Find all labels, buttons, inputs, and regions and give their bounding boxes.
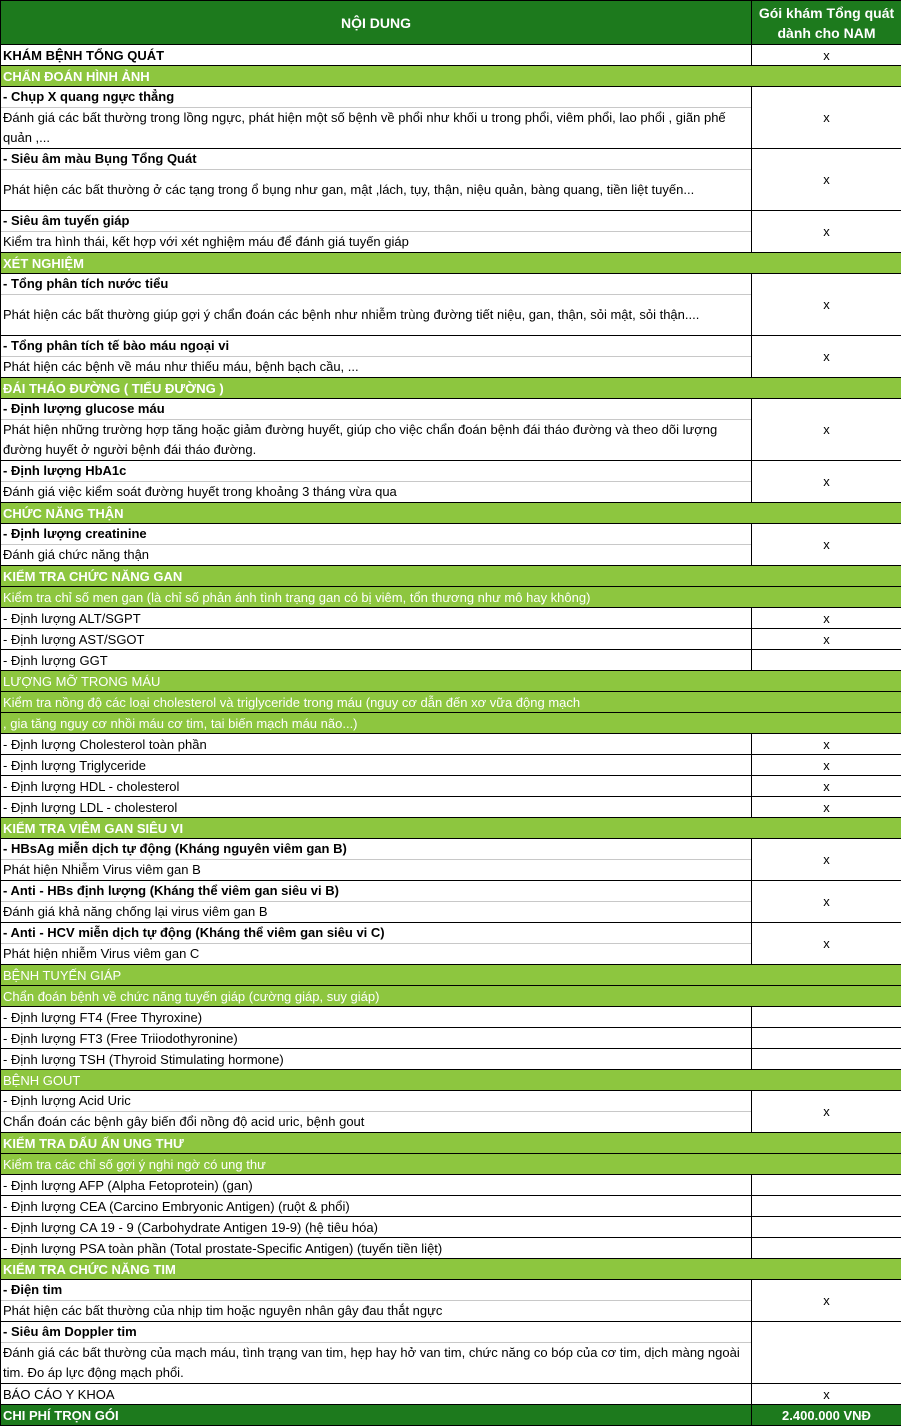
item-desc: Kiểm tra hình thái, kết hợp với xét nghiệm máu để đánh giá tuyến giáp: [1, 231, 751, 252]
item-title: - Siêu âm Doppler tim: [1, 1322, 751, 1342]
item-title: - Định lượng HbA1c: [1, 461, 751, 481]
check-mark: x: [752, 274, 901, 336]
section-header: [1, 253, 901, 274]
table-row: [1, 734, 901, 755]
section-title: CHỨC NĂNG THẬN: [1, 503, 901, 524]
item-cell: [1, 1280, 752, 1322]
item-cell: [1, 1322, 752, 1384]
table-row: [1, 881, 901, 923]
table-row: [1, 1007, 901, 1028]
check-mark: x: [752, 839, 901, 881]
item-cell: [1, 149, 752, 211]
check-mark: x: [752, 87, 901, 149]
table-row: [1, 1280, 901, 1322]
item-desc: Phát hiện các bất thường ở các tạng trong ổ bụng như gan, mật ,lách, tụy, thận, niệu quản, bàng quang, tiền liệt tuyến...: [1, 169, 751, 210]
check-mark: [752, 1175, 901, 1196]
table-row: [1, 1091, 901, 1133]
table-row: [1, 608, 901, 629]
check-mark: [752, 1049, 901, 1070]
item-title: - Định lượng glucose máu: [1, 399, 751, 419]
check-mark: x: [752, 629, 901, 650]
table-row: [1, 524, 901, 566]
item-desc: Đánh giá chức năng thận: [1, 544, 751, 565]
item-cell: [1, 839, 752, 881]
section-desc-row: [1, 587, 901, 608]
header-package-line1: Gói khám Tổng quát: [759, 5, 894, 21]
check-mark: x: [752, 524, 901, 566]
item-title: - Anti - HBs định lượng (Kháng thể viêm gan siêu vi B): [1, 881, 751, 901]
row-label: - Định lượng AFP (Alpha Fetoprotein) (gan): [1, 1175, 752, 1196]
item-desc: Phát hiện các bất thường giúp gợi ý chẩn đoán các bệnh như nhiễm trùng đường tiết niệu, gan, thận, sỏi mật, sỏi thận....: [1, 294, 751, 335]
section-title: CHẨN ĐOÁN HÌNH ẢNH: [1, 66, 901, 87]
section-title: LƯỢNG MỠ TRONG MÁU: [1, 671, 901, 692]
row-label: - Định lượng Triglyceride: [1, 755, 752, 776]
section-header: [1, 378, 901, 399]
table-row: [1, 797, 901, 818]
row-label: - Định lượng GGT: [1, 650, 752, 671]
row-label: - Định lượng Cholesterol toàn phần: [1, 734, 752, 755]
item-cell: [1, 881, 752, 923]
table-row: [1, 1322, 901, 1384]
item-title: - Siêu âm tuyến giáp: [1, 211, 751, 231]
item-cell: [1, 274, 752, 336]
item-desc: Phát hiện các bất thường của nhịp tim hoặc nguyên nhân gây đau thắt ngực: [1, 1300, 751, 1321]
section-title: KIỂM TRA VIÊM GAN SIÊU VI: [1, 818, 901, 839]
item-desc: Đánh giá khả năng chống lại virus viêm gan B: [1, 901, 751, 922]
item-cell: [1, 211, 752, 253]
item-cell: [1, 1091, 752, 1133]
check-mark: x: [752, 755, 901, 776]
check-mark: x: [752, 336, 901, 378]
row-label: - Định lượng AST/SGOT: [1, 629, 752, 650]
check-mark: x: [752, 881, 901, 923]
section-desc: Kiểm tra các chỉ số gợi ý nghi ngờ có ung thư: [1, 1154, 901, 1175]
row-label: - Định lượng ALT/SGPT: [1, 608, 752, 629]
row-label: - Định lượng LDL - cholesterol: [1, 797, 752, 818]
table-row: [1, 1238, 901, 1259]
check-mark: x: [752, 776, 901, 797]
section-desc-row: [1, 986, 901, 1007]
row-label: - Định lượng PSA toàn phần (Total prostate-Specific Antigen) (tuyến tiền liệt): [1, 1238, 752, 1259]
total-row: [1, 1405, 901, 1426]
table-row: [1, 1175, 901, 1196]
table-row: [1, 1217, 901, 1238]
check-mark: [752, 650, 901, 671]
total-label: CHI PHÍ TRỌN GÓI: [1, 1405, 752, 1426]
item-desc: Phát hiện các bệnh về máu như thiếu máu, bệnh bạch cầu, ...: [1, 356, 751, 377]
section-title: KIỂM TRA CHỨC NĂNG GAN: [1, 566, 901, 587]
section-header: [1, 566, 901, 587]
item-desc: Chẩn đoán các bệnh gây biến đổi nồng độ acid uric, bệnh gout: [1, 1111, 751, 1132]
item-cell: [1, 399, 752, 461]
item-title: - Anti - HCV miễn dịch tự động (Kháng thể viêm gan siêu vi C): [1, 923, 751, 943]
table-row: [1, 629, 901, 650]
check-mark: x: [752, 1091, 901, 1133]
item-desc: Đánh giá việc kiểm soát đường huyết trong khoảng 3 tháng vừa qua: [1, 481, 751, 502]
check-mark: x: [752, 149, 901, 211]
check-mark: x: [752, 45, 901, 66]
section-title: KIỂM TRA CHỨC NĂNG TIM: [1, 1259, 901, 1280]
table-header: [1, 1, 901, 45]
item-title: - Tổng phân tích nước tiểu: [1, 274, 751, 294]
row-label: - Định lượng CEA (Carcino Embryonic Antigen) (ruột & phổi): [1, 1196, 752, 1217]
item-desc: Đánh giá các bất thường trong lồng ngực, phát hiện một số bệnh về phổi như khối u trong phổi, viêm phổi, lao phổi , giãn phế quản ,...: [1, 107, 751, 148]
table-row: [1, 755, 901, 776]
section-title: KIỂM TRA DẤU ẤN UNG THƯ: [1, 1133, 901, 1154]
item-desc: Phát hiện nhiễm Virus viêm gan C: [1, 943, 751, 964]
item-title: - HBsAg miễn dịch tự động (Kháng nguyên viêm gan B): [1, 839, 751, 859]
check-mark: x: [752, 399, 901, 461]
item-title: - Chụp X quang ngực thẳng: [1, 87, 751, 107]
check-mark: x: [752, 734, 901, 755]
item-title: - Siêu âm màu Bụng Tổng Quát: [1, 149, 751, 169]
item-cell: [1, 336, 752, 378]
table-row: [1, 1049, 901, 1070]
row-label: BÁO CÁO Y KHOA: [1, 1384, 752, 1405]
check-mark: [752, 1238, 901, 1259]
section-desc: , gia tăng nguy cơ nhồi máu cơ tim, tai biến mạch máu não...): [1, 713, 901, 734]
table-row: [1, 923, 901, 965]
row-label: - Định lượng FT3 (Free Triiodothyronine): [1, 1028, 752, 1049]
check-mark: [752, 1028, 901, 1049]
table-row: [1, 45, 901, 66]
section-title: ĐÁI THÁO ĐƯỜNG ( TIỂU ĐƯỜNG ): [1, 378, 901, 399]
item-cell: [1, 461, 752, 503]
table-row: [1, 211, 901, 253]
row-label: - Định lượng FT4 (Free Thyroxine): [1, 1007, 752, 1028]
check-mark: [752, 1322, 901, 1384]
table-row: [1, 1028, 901, 1049]
check-mark: x: [752, 1280, 901, 1322]
item-desc: Đánh giá các bất thường của mạch máu, tình trạng van tim, hẹp hay hở van tim, chức năng co bóp của cơ tim, dịch màng ngoài tim. Đo áp lực động mạch phổi.: [1, 1342, 751, 1383]
table-row: [1, 776, 901, 797]
row-label: KHÁM BỆNH TỔNG QUÁT: [1, 45, 752, 66]
item-title: - Tổng phân tích tế bào máu ngoại vi: [1, 336, 751, 356]
check-mark: x: [752, 797, 901, 818]
table-row: [1, 1384, 901, 1405]
section-title: XÉT NGHIỆM: [1, 253, 901, 274]
check-mark: [752, 1217, 901, 1238]
row-label: - Định lượng HDL - cholesterol: [1, 776, 752, 797]
section-desc-row: [1, 692, 901, 713]
row-label: - Định lượng TSH (Thyroid Stimulating hormone): [1, 1049, 752, 1070]
section-desc-row: [1, 713, 901, 734]
section-title: BỆNH TUYẾN GIÁP: [1, 965, 901, 986]
section-header: [1, 1133, 901, 1154]
item-title: - Điện tim: [1, 1280, 751, 1300]
table-row: [1, 399, 901, 461]
row-label: - Định lượng CA 19 - 9 (Carbohydrate Antigen 19-9) (hệ tiêu hóa): [1, 1217, 752, 1238]
table-row: [1, 839, 901, 881]
check-mark: x: [752, 461, 901, 503]
table-row: [1, 1196, 901, 1217]
item-desc: Phát hiện Nhiễm Virus viêm gan B: [1, 859, 751, 880]
header-content: NỘI DUNG: [1, 1, 752, 45]
check-mark: x: [752, 211, 901, 253]
section-desc: Chẩn đoán bệnh về chức năng tuyến giáp (cường giáp, suy giáp): [1, 986, 901, 1007]
section-desc: Kiểm tra nồng độ các loại cholesterol và triglyceride trong máu (nguy cơ dẫn đến xơ vữa động mạch: [1, 692, 901, 713]
check-mark: [752, 1196, 901, 1217]
total-price: 2.400.000 VNĐ: [752, 1405, 901, 1426]
header-package: [752, 1, 901, 45]
check-mark: x: [752, 1384, 901, 1405]
item-cell: [1, 524, 752, 566]
table-row: [1, 87, 901, 149]
section-desc-row: [1, 1154, 901, 1175]
item-desc: Phát hiện những trường hợp tăng hoặc giảm đường huyết, giúp cho việc chẩn đoán bệnh đái tháo đường và theo dõi lượng đường huyết ở người bệnh đái tháo đường.: [1, 419, 751, 460]
table-row: [1, 149, 901, 211]
section-header: [1, 965, 901, 986]
item-title: - Định lượng Acid Uric: [1, 1091, 751, 1111]
section-title: BỆNH GOUT: [1, 1070, 901, 1091]
check-mark: x: [752, 923, 901, 965]
table-row: [1, 461, 901, 503]
section-header: [1, 671, 901, 692]
table-row: [1, 336, 901, 378]
section-header: [1, 1259, 901, 1280]
section-header: [1, 818, 901, 839]
section-header: [1, 503, 901, 524]
table-row: [1, 650, 901, 671]
check-mark: x: [752, 608, 901, 629]
header-package-line2: dành cho NAM: [778, 25, 876, 41]
check-mark: [752, 1007, 901, 1028]
item-title: - Định lượng creatinine: [1, 524, 751, 544]
item-cell: [1, 87, 752, 149]
section-header: [1, 66, 901, 87]
section-header: [1, 1070, 901, 1091]
table-row: [1, 274, 901, 336]
section-desc: Kiểm tra chỉ số men gan (là chỉ số phản ánh tình trạng gan có bị viêm, tổn thương như mô hay không): [1, 587, 901, 608]
item-cell: [1, 923, 752, 965]
